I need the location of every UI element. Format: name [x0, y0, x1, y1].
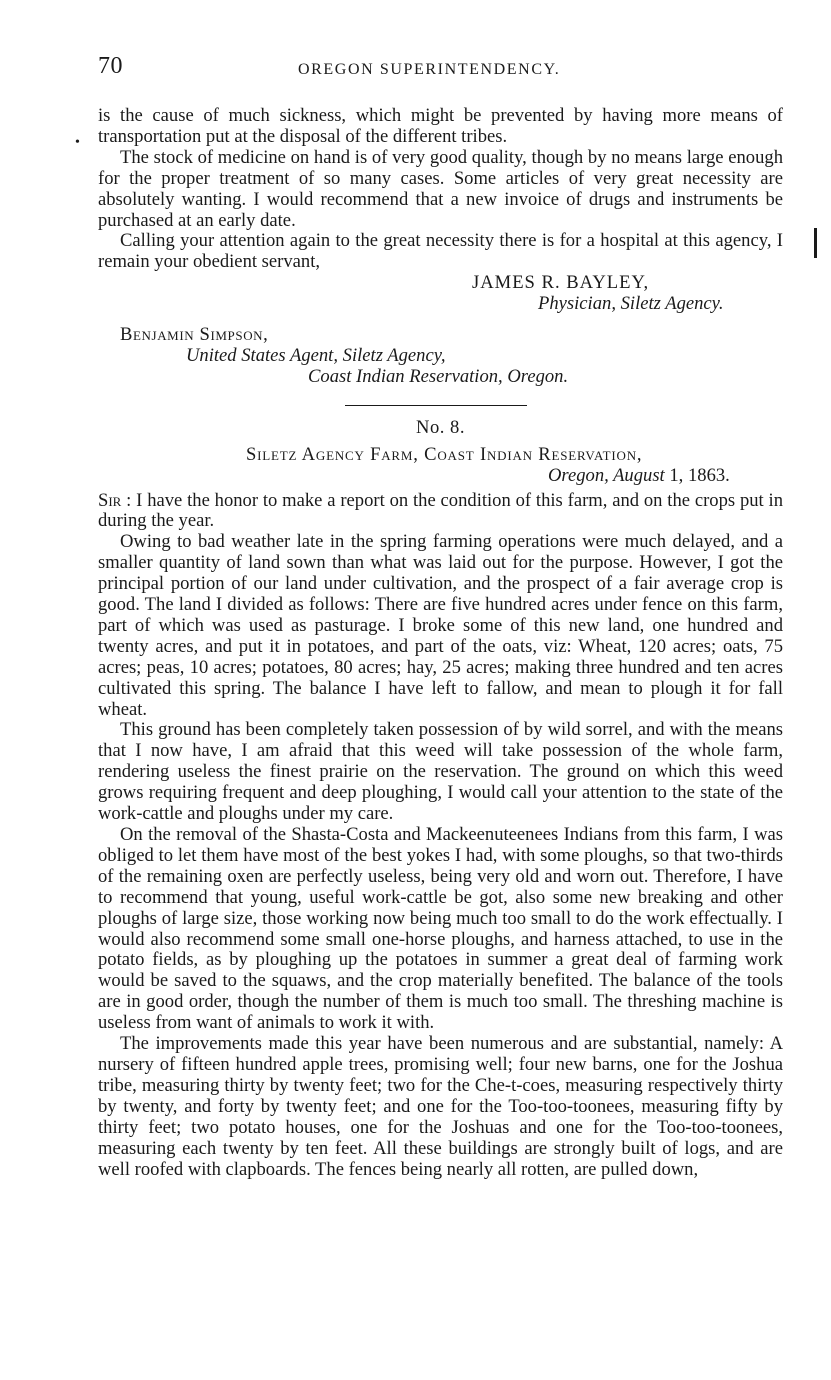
letter1-paragraph: Calling your attention again to the great necessity there is for a hospital at this agency, I remain your obedient servant,: [98, 230, 783, 273]
letter1-paragraph: The stock of medicine on hand is of very good quality, though by no means large enough for the proper treatment of so many cases. Some articles of very great necessity are absolutely wanting. I would recommend that a new invoice of drugs and instruments be purchased at an early date.: [98, 146, 783, 231]
document-number: No. 8.: [416, 416, 465, 438]
section-divider: [345, 405, 527, 406]
salutation: Sir :: [98, 489, 132, 511]
letter2-dateline: [98, 466, 783, 487]
margin-dot: •: [75, 135, 80, 150]
addressee-line-1: United States Agent, Siletz Agency,: [186, 344, 446, 366]
page-header: [98, 53, 783, 82]
signature-name: JAMES R. BAYLEY,: [472, 272, 650, 294]
page-edge-mark: [814, 228, 817, 258]
page-number: 70: [98, 53, 123, 79]
letter2-paragraph: Owing to bad weather late in the spring farming operations were much delayed, and a smaller quantity of land sown than what was laid out for the purpose. However, I got the principal portion of our land under cultivation, and the prospect of a fair average crop is good. The land I divided as follows: There are five hundred acres under fence on this farm, part of which was used as pasturage. I broke some of this new land, one hundred and twenty acres, and put it in potatoes, and part of the oats, viz: Wheat, 120 acres; oats, 75 acres; peas, 10 acres; potatoes, 80 acres; hay, 25 acres; making three hundred and ten acres cultivated this spring. The balance I have left to fallow, and mean to plough it for fall wheat.: [98, 531, 783, 720]
dateline-place: Oregon, August: [548, 464, 665, 486]
dateline-date: 1, 1863.: [664, 464, 730, 486]
letter2-paragraph: The improvements made this year have been numerous and are substantial, namely: A nursery of fifteen hundred apple trees, promising well; four new barns, one for the Joshua tribe, measuring thirty by twenty feet; two for the Che-t-coes, measuring respectively thirty by twenty, and forty by twenty feet; and one for the Too-too-toonees, measuring fifty by thirty feet; two potato houses, one for the Joshuas and one for the Too-too-toonees, measuring each twenty by ten feet. All these buildings are strongly built of logs, and are well roofed with clapboards. The fences being nearly all rotten, are pulled down,: [98, 1033, 783, 1180]
letter2-paragraph: [98, 491, 783, 533]
letter2-paragraph: On the removal of the Shasta-Costa and Mackeenuteenees Indians from this farm, I was obliged to let them have most of the best yokes I had, with some ploughs, so that two-thirds of the remaining oxen are perfectly useless, being very old and worn out. Therefore, I have to recommend that young, useful work-cattle be got, also some new breaking and other ploughs of large size, those working now being much too small to do the work effectually. I would also recommend some small one-horse ploughs, and harness attached, to use in the potato fields, as by ploughing up the potatoes in summer a great deal of farming work would be saved to the squaws, and the crop materially benefited. The balance of the tools are in good order, though the number of them is much too small. The threshing machine is useless from want of animals to work it with.: [98, 824, 783, 1034]
opening-text: I have the honor to make a report on the condition of this farm, and on the crops put in during the year.: [98, 489, 784, 532]
running-title: OREGON SUPERINTENDENCY.: [298, 61, 561, 78]
addressee-name: Benjamin Simpson,: [120, 324, 269, 346]
letter2-heading: Siletz Agency Farm, Coast Indian Reservation,: [246, 443, 643, 465]
addressee-block: [98, 325, 783, 388]
signature-title: Physician, Siletz Agency.: [538, 293, 724, 315]
addressee-line-2: Coast Indian Reservation, Oregon.: [308, 365, 569, 387]
letter2-paragraph: This ground has been completely taken possession of by wild sorrel, and with the means that I now have, I am afraid that this weed will take possession of the whole farm, rendering useless the finest prairie on the reservation. The ground on which this weed grows requiring frequent and deep ploughing, I would call your attention to the state of the work-cattle and ploughs under my care.: [98, 719, 783, 825]
letter1-paragraph: is the cause of much sickness, which might be prevented by having more means of transportation put at the disposal of the different tribes.: [98, 105, 783, 147]
page-body: [98, 106, 783, 1180]
